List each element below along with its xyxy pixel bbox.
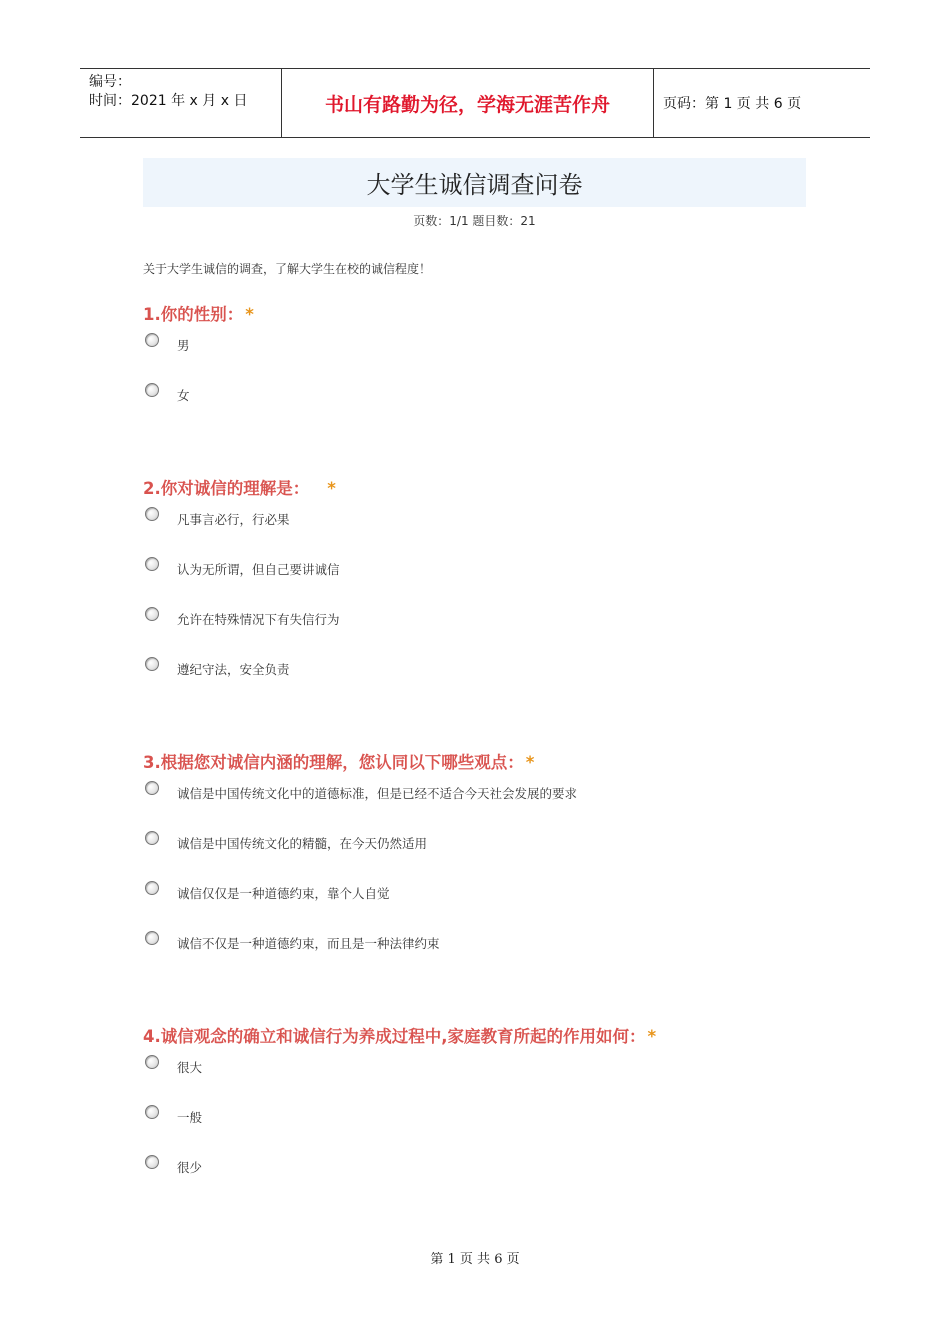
page-header	[80, 68, 870, 138]
survey-title: 大学生诚信调查问卷	[143, 158, 806, 207]
radio-button[interactable]	[145, 1055, 159, 1069]
radio-button[interactable]	[145, 1155, 159, 1169]
header-motto: 书山有路勤为径，学海无涯苦作舟	[281, 69, 654, 137]
option-row[interactable]	[143, 501, 843, 551]
radio-button[interactable]	[145, 781, 159, 795]
option-label[interactable]: 诚信是中国传统文化中的道德标准，但是已经不适合今天社会发展的要求	[177, 786, 578, 801]
option-row[interactable]	[143, 1099, 843, 1149]
document-number: 编号：	[89, 74, 131, 90]
required-mark: *	[245, 305, 254, 324]
option-row[interactable]	[143, 651, 843, 701]
question-3	[143, 751, 843, 975]
option-label[interactable]: 一般	[177, 1110, 203, 1125]
option-label[interactable]: 很少	[177, 1160, 203, 1175]
radio-button[interactable]	[145, 1105, 159, 1119]
option-row[interactable]	[143, 1049, 843, 1099]
option-label[interactable]: 女	[177, 388, 190, 403]
radio-button[interactable]	[145, 383, 159, 397]
question-title: 1.你的性别： *	[143, 305, 254, 324]
header-page-info: 页码：第 1 页 共 6 页	[663, 96, 802, 112]
radio-button[interactable]	[145, 881, 159, 895]
radio-button[interactable]	[145, 607, 159, 621]
radio-button[interactable]	[145, 333, 159, 347]
question-1	[143, 303, 843, 427]
option-label[interactable]: 很大	[177, 1060, 203, 1075]
option-row[interactable]	[143, 925, 843, 975]
survey-meta: 页数：1/1 题目数：21	[413, 214, 536, 228]
option-row[interactable]	[143, 377, 843, 427]
option-row[interactable]	[143, 825, 843, 875]
option-label[interactable]: 诚信仅仅是一种道德约束，靠个人自觉	[177, 886, 390, 901]
option-label[interactable]: 凡事言必行，行必果	[177, 512, 290, 527]
option-row[interactable]	[143, 1149, 843, 1199]
required-mark: *	[327, 479, 336, 498]
radio-button[interactable]	[145, 557, 159, 571]
option-label[interactable]: 遵纪守法，安全负责	[177, 662, 290, 677]
header-left	[80, 69, 281, 137]
survey-intro: 关于大学生诚信的调查，了解大学生在校的诚信程度！	[143, 262, 432, 276]
question-2	[143, 477, 843, 701]
option-label[interactable]: 允许在特殊情况下有失信行为	[177, 612, 340, 627]
question-title: 3.根据您对诚信内涵的理解，您认同以下哪些观点： *	[143, 753, 535, 772]
option-row[interactable]	[143, 551, 843, 601]
option-label[interactable]: 男	[177, 338, 190, 353]
page-footer: 第 1 页 共 6 页	[430, 1252, 520, 1267]
option-row[interactable]	[143, 775, 843, 825]
required-mark: *	[525, 753, 535, 772]
document-date: 时间：2021 年 x 月 x 日	[89, 93, 248, 109]
question-4	[143, 1025, 843, 1199]
question-title: 4.诚信观念的确立和诚信行为养成过程中,家庭教育所起的作用如何： *	[143, 1027, 657, 1046]
radio-button[interactable]	[145, 507, 159, 521]
option-label[interactable]: 诚信是中国传统文化的精髓，在今天仍然适用	[177, 836, 428, 851]
required-mark: *	[647, 1027, 657, 1046]
option-row[interactable]	[143, 875, 843, 925]
radio-button[interactable]	[145, 831, 159, 845]
option-row[interactable]	[143, 327, 843, 377]
option-label[interactable]: 认为无所谓，但自己要讲诚信	[177, 562, 340, 577]
radio-button[interactable]	[145, 657, 159, 671]
radio-button[interactable]	[145, 931, 159, 945]
option-row[interactable]	[143, 601, 843, 651]
option-label[interactable]: 诚信不仅是一种道德约束，而且是一种法律约束	[177, 936, 440, 951]
question-title: 2.你对诚信的理解是： *	[143, 479, 336, 498]
